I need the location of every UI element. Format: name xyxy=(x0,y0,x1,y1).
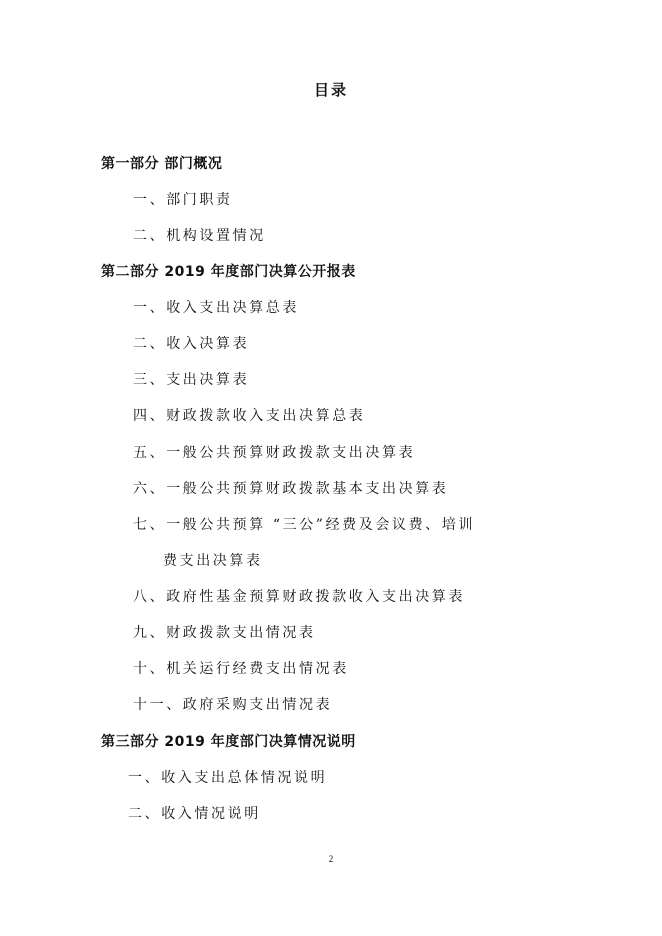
toc-item-continued: 费支出决算表 xyxy=(163,553,263,569)
page-title: 目录 xyxy=(313,81,348,99)
toc-part-heading: 第三部分 2019 年度部门决算情况说明 xyxy=(101,734,356,750)
toc-item: 十一、政府采购支出情况表 xyxy=(133,697,333,713)
toc-item: 一、收入支出决算总表 xyxy=(133,300,299,316)
toc-item: 二、收入决算表 xyxy=(133,336,250,352)
toc-part-heading: 第二部分 2019 年度部门决算公开报表 xyxy=(101,264,356,280)
toc-item: 六、一般公共预算财政拨款基本支出决算表 xyxy=(133,481,449,497)
toc-item: 二、机构设置情况 xyxy=(133,228,266,244)
toc-item: 一、部门职责 xyxy=(133,192,233,208)
toc-item: 七、一般公共预算 “三公”经费及会议费、培训 xyxy=(133,517,475,533)
toc-item: 十、机关运行经费支出情况表 xyxy=(133,661,349,677)
toc-item: 三、支出决算表 xyxy=(133,372,250,388)
toc-item: 一、收入支出总体情况说明 xyxy=(128,770,328,786)
toc-item: 五、一般公共预算财政拨款支出决算表 xyxy=(133,445,416,461)
toc-item: 九、财政拨款支出情况表 xyxy=(133,625,316,641)
toc-item: 四、财政拨款收入支出决算总表 xyxy=(133,408,366,424)
page-number: 2 xyxy=(328,854,334,864)
toc-item: 二、收入情况说明 xyxy=(128,806,261,822)
toc-item: 八、政府性基金预算财政拨款收入支出决算表 xyxy=(133,589,465,605)
toc-part-heading: 第一部分 部门概况 xyxy=(101,156,223,172)
